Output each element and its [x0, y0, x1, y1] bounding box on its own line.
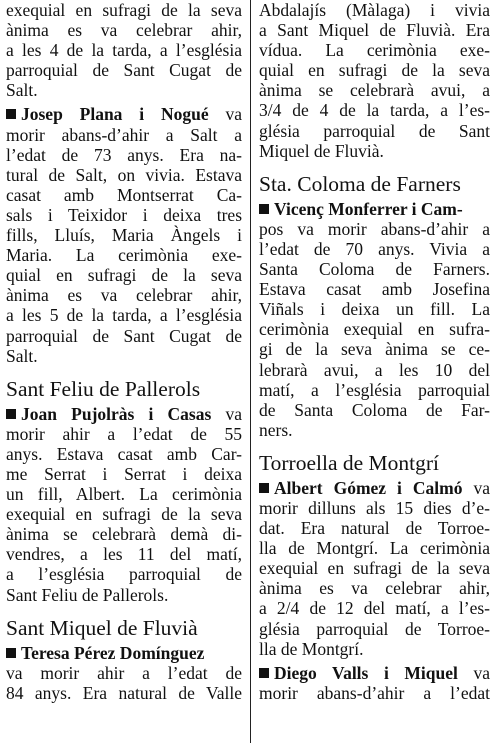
text-line: l’edat de 70 anys. Vivia a	[259, 238, 490, 259]
text-line: glésia parroquial de Sant	[259, 120, 490, 141]
text-line: vídua. La cerimònia exe-	[259, 40, 490, 61]
text-line: va morir ahir a l’edat de	[6, 662, 242, 683]
text-line: a les 4 de la tarda, a l’església	[6, 40, 242, 61]
text-fragment: va	[225, 403, 242, 424]
obituary-name-line	[259, 478, 490, 498]
text-line: morir ahir a l’edat de 55	[6, 423, 242, 444]
text-line: exequial en sufragi de la seva	[6, 0, 242, 20]
text-line: morir abans-d’ahir a l’edat	[259, 682, 490, 703]
text-line: exequial en sufragi de la seva	[259, 558, 490, 579]
obituary-name-line	[259, 199, 490, 219]
text-line: cerimònia exequial en sufra-	[259, 319, 490, 340]
text-line: Salt.	[6, 345, 38, 366]
deceased-name: Josep Plana i Nogué	[21, 104, 209, 125]
text-line: Miquel de Fluvià.	[259, 140, 384, 161]
town-heading: Sant Feliu de Pallerols	[6, 376, 201, 401]
bullet-square-icon	[259, 483, 269, 493]
text-line: sals i Teixidor i deixa tres	[6, 204, 242, 225]
text-line: lla de Montgrí.	[259, 638, 364, 659]
bullet-square-icon	[259, 204, 269, 214]
town-heading: Torroella de Montgrí	[259, 450, 439, 475]
text-line: a Sant Miquel de Fluvià. Era	[259, 20, 490, 41]
text-line: Estava casat amb Josefina	[259, 279, 490, 300]
text-fragment: va	[473, 662, 490, 683]
column-divider	[250, 0, 251, 743]
text-line: a les 5 de la tarda, a l’església	[6, 305, 242, 326]
text-line: Viñals i deixa un fill. La	[259, 299, 490, 320]
town-heading: Sant Miquel de Fluvià	[6, 615, 198, 640]
text-line: anys. Estava casat amb Car-	[6, 443, 242, 464]
text-line: matí, a l’església parroquial	[259, 379, 490, 400]
text-line: fills, Lluís, Maria Àngels i	[6, 225, 242, 246]
deceased-name: Diego Valls i Miquel	[274, 662, 458, 683]
text-line: ànima es va celebrar ahir,	[6, 20, 242, 41]
text-line: quial en sufragi de la seva	[259, 60, 490, 81]
obituary-name-line	[6, 104, 242, 124]
text-line: casat amb Montserrat Ca-	[6, 184, 242, 205]
obituary-name-line	[6, 643, 242, 663]
text-line: glésia parroquial de Torroe-	[259, 618, 490, 639]
text-line: de Santa Coloma de Far-	[259, 399, 490, 420]
deceased-name: Vicenç Monferrer i Cam-	[274, 198, 463, 219]
text-line: 3/4 de 4 de la tarda, a l’es-	[259, 100, 490, 121]
text-line: lla de Montgrí. La cerimònia	[259, 538, 490, 559]
text-line: Sant Feliu de Pallerols.	[6, 584, 169, 605]
text-line: 84 anys. Era natural de Valle	[6, 682, 242, 703]
right-column	[259, 0, 490, 743]
text-line: morir dilluns als 15 dies d’e-	[259, 497, 490, 518]
text-line: pos va morir abans-d’ahir a	[259, 218, 490, 239]
text-line: un fill, Albert. La cerimònia	[6, 484, 242, 505]
text-line: ànima se celebrarà avui, a	[259, 80, 490, 101]
text-line: ànima es va celebrar ahir,	[6, 285, 242, 306]
bullet-square-icon	[6, 109, 16, 119]
text-line: tural de Salt, on vivia. Estava	[6, 164, 242, 185]
text-line: gi de la seva ànima se ce-	[259, 339, 490, 360]
text-line: quial en sufragi de la seva	[6, 265, 242, 286]
text-line: parroquial de Sant Cugat de	[6, 325, 242, 346]
text-line: l’edat de 73 anys. Era na-	[6, 144, 242, 165]
left-column	[6, 0, 242, 743]
deceased-name: Joan Pujolràs i Casas	[21, 403, 212, 424]
text-line: morir abans-d’ahir a Salt a	[6, 124, 242, 145]
text-line: ners.	[259, 419, 293, 440]
text-line: vendres, a les 11 del matí,	[6, 544, 242, 565]
text-fragment: va	[473, 477, 490, 498]
text-line: ànima se celebrarà demà di-	[6, 524, 242, 545]
text-line: exequial en sufragi de la seva	[6, 504, 242, 525]
text-fragment: va	[225, 104, 242, 125]
deceased-name: Albert Gómez i Calmó	[274, 477, 463, 498]
bullet-square-icon	[6, 409, 16, 419]
text-line: Maria. La cerimònia exe-	[6, 245, 242, 266]
text-line: Santa Coloma de Farners.	[259, 259, 490, 280]
text-line: me Serrat i Serrat i deixa	[6, 463, 242, 484]
deceased-name: Teresa Pérez Domínguez	[21, 642, 205, 663]
town-heading: Sta. Coloma de Farners	[259, 171, 461, 196]
obituary-name-line	[6, 404, 242, 424]
text-line: ànima es va celebrar ahir,	[259, 578, 490, 599]
text-line: Abdalajís (Màlaga) i vivia	[259, 0, 490, 20]
text-line: dat. Era natural de Torroe-	[259, 518, 490, 539]
text-line: Salt.	[6, 80, 38, 101]
text-line: parroquial de Sant Cugat de	[6, 60, 242, 81]
bullet-square-icon	[6, 648, 16, 658]
text-line: lebrarà avui, a les 10 del	[259, 359, 490, 380]
obituary-name-line	[259, 663, 490, 683]
text-line: a 2/4 de 12 del matí, a l’es-	[259, 598, 490, 619]
text-line: a l’església parroquial de	[6, 564, 242, 585]
bullet-square-icon	[259, 668, 269, 678]
